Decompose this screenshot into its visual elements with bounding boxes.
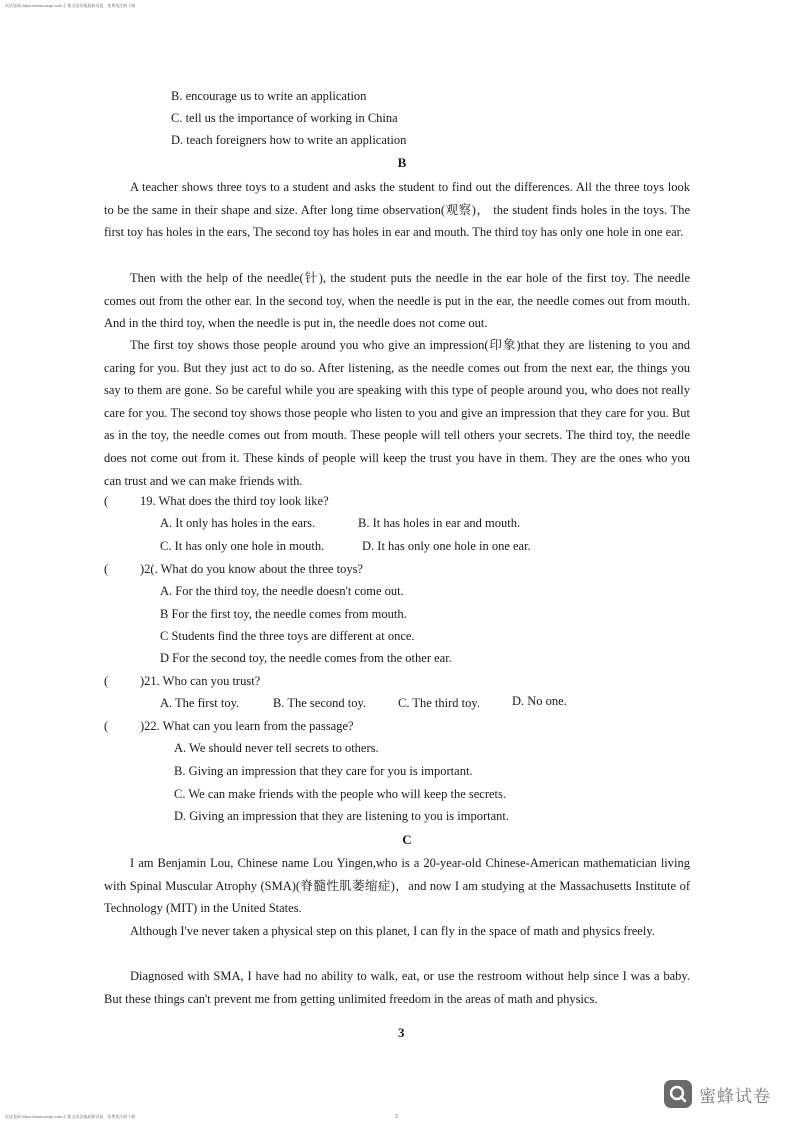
page-number: 3: [398, 1025, 405, 1040]
section-c-paragraph-3: Diagnosed with SMA, I have had no ability to walk, eat, or use the restroom without help since I was a baby. But these things can't prevent me from getting unlimited freedom in the areas of math and physics.: [104, 969, 690, 1006]
section-c-paragraph-1: I am Benjamin Lou, Chinese name Lou Yingen,who is a 20-year-old Chinese-American mathematician living with Spinal Muscular Atrophy (SMA)(脊髓性肌萎缩症)，and now I am studying at the Massachusetts Institute of Technology (MIT) in the United States.: [104, 856, 690, 916]
answer-paren[interactable]: (: [104, 719, 109, 733]
q19-option-c: C. It has only one hole in mouth.: [160, 539, 325, 553]
answer-paren[interactable]: (: [104, 494, 109, 508]
question-stem: )22. What can you learn from the passage?: [140, 719, 354, 733]
q21-option-b: B. The second toy.: [273, 696, 367, 710]
q21-option-c: C. The third toy.: [398, 696, 480, 710]
answer-paren[interactable]: (: [104, 674, 109, 688]
q19-option-b: B. It has holes in ear and mouth.: [358, 516, 521, 530]
watermark-text: 蜜蜂试卷: [699, 1086, 771, 1107]
q21-option-a: A. The first toy.: [160, 696, 240, 710]
question-19: [104, 494, 329, 509]
q19-option-d: D. It has only one hole in one ear.: [362, 539, 531, 553]
footer-page-number: 3: [395, 1114, 398, 1120]
question-stem: )21. Who can you trust?: [140, 674, 261, 688]
option-c-prev: C. tell us the importance of working in China: [171, 111, 398, 125]
header-note: 试试卷网 https://www.mxqe.com 汇集全国各地最新试卷，免费免注册下载: [5, 3, 136, 8]
q20-option-c: C Students find the three toys are different at once.: [160, 629, 415, 643]
q22-option-c: C. We can make friends with the people who will keep the secrets.: [174, 787, 506, 801]
section-c-paragraph-2: Although I've never taken a physical step on this planet, I can fly in the space of math and physics freely.: [130, 924, 655, 938]
section-c-heading: C: [402, 832, 412, 847]
q22-option-b: B. Giving an impression that they care for you is important.: [174, 764, 473, 778]
option-b-prev: B. encourage us to write an application: [171, 89, 367, 103]
q20-option-b: B For the first toy, the needle comes from mouth.: [160, 607, 407, 621]
q20-option-a: A. For the third toy, the needle doesn't come out.: [160, 584, 404, 598]
option-d-prev: D. teach foreigners how to write an application: [171, 133, 407, 147]
question-stem: )2(. What do you know about the three toys?: [140, 562, 363, 576]
magnifier-q-icon: [664, 1080, 692, 1108]
section-b-paragraph-1: A teacher shows three toys to a student and asks the student to find out the differences. All the three toys look to be the same in their shape and size. After long time observation(观察)， the student finds holes in the toys. The first toy has holes in the ears, The second toy has holes in ear and mouth. The third toy has only one hole in one ear.: [104, 180, 690, 240]
question-stem: 19. What does the third toy look like?: [140, 494, 329, 508]
footer-note: 试试卷网 https://www.mxqe.com 汇集全国各地最新试卷，免费免注册下载: [5, 1114, 136, 1119]
q22-option-a: A. We should never tell secrets to others.: [174, 741, 379, 755]
q20-option-d: D For the second toy, the needle comes from the other ear.: [160, 651, 452, 665]
section-b-heading: B: [397, 155, 407, 170]
q19-option-a: A. It only has holes in the ears.: [160, 516, 316, 530]
question-21: [104, 674, 260, 689]
question-20: [104, 562, 363, 577]
watermark-logo: [664, 1080, 771, 1108]
section-b-paragraph-3: The first toy shows those people around you who give an impression(印象)that they are listening to you and caring for you. But they just act to do so. After listening, as the needle comes out from the next ear, the things you say to them are gone. So be careful while you are speaking with this type of people around you, who does not really care for you. The second toy shows those people who listen to you and give an impression that they care for you. But as in the toy, the needle comes out from mouth. These people will tell others your secrets. The third toy, the needle does not come out from it. These kinds of people will keep the trust you have in them. They are the ones who you can trust and we can make friends with.: [104, 338, 690, 488]
section-b-paragraph-2: Then with the help of the needle(针), the student puts the needle in the ear hole of the first toy. The needle comes out from the other ear. In the second toy, when the needle is put in the ear, the needle comes out from mouth. And in the third toy, when the needle is put in, the needle does not come out.: [104, 271, 690, 331]
q21-option-d: D. No one.: [512, 694, 567, 708]
question-22: [104, 719, 354, 734]
q22-option-d: D. Giving an impression that they are listening to you is important.: [174, 809, 510, 823]
answer-paren[interactable]: (: [104, 562, 109, 576]
